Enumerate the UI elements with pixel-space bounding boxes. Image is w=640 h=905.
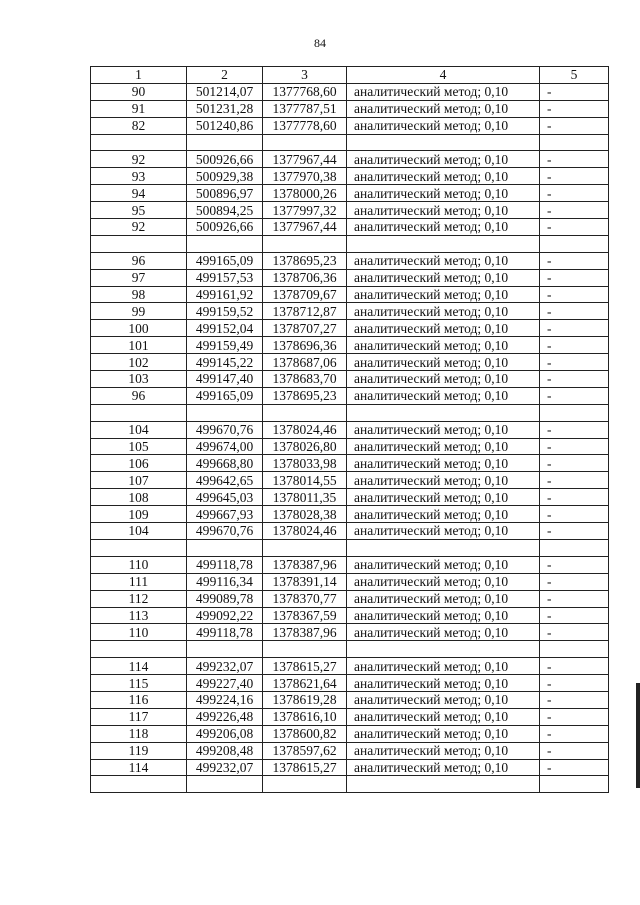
point-number-cell: 115 (91, 675, 187, 692)
note-cell: - (540, 421, 609, 438)
table-row (91, 100, 609, 117)
x-coordinate-cell: 499642,65 (187, 472, 263, 489)
point-number-cell: 102 (91, 354, 187, 371)
method-cell: аналитический метод; 0,10 (347, 658, 540, 675)
page-number: 84 (314, 36, 326, 50)
y-coordinate-cell (263, 235, 347, 252)
note-cell: - (540, 337, 609, 354)
table-row (91, 83, 609, 100)
point-number-cell: 91 (91, 100, 187, 117)
note-cell: - (540, 286, 609, 303)
x-coordinate-cell (187, 641, 263, 658)
x-coordinate-cell: 499161,92 (187, 286, 263, 303)
note-cell (540, 134, 609, 151)
point-number-cell: 105 (91, 438, 187, 455)
method-cell: аналитический метод; 0,10 (347, 523, 540, 540)
table-row (91, 151, 609, 168)
x-coordinate-cell: 499089,78 (187, 590, 263, 607)
y-coordinate-cell: 1377967,44 (263, 219, 347, 236)
x-coordinate-cell: 499159,49 (187, 337, 263, 354)
x-coordinate-cell: 500896,97 (187, 185, 263, 202)
y-coordinate-cell: 1378000,26 (263, 185, 347, 202)
method-cell: аналитический метод; 0,10 (347, 151, 540, 168)
table-row (91, 489, 609, 506)
note-cell: - (540, 100, 609, 117)
point-number-cell: 116 (91, 691, 187, 708)
table-row (91, 438, 609, 455)
method-cell: аналитический метод; 0,10 (347, 303, 540, 320)
x-coordinate-cell (187, 134, 263, 151)
point-number-cell: 100 (91, 320, 187, 337)
table-row (91, 252, 609, 269)
table-row (91, 168, 609, 185)
y-coordinate-cell: 1378707,27 (263, 320, 347, 337)
note-cell: - (540, 117, 609, 134)
coordinates-table (90, 66, 609, 793)
note-cell: - (540, 489, 609, 506)
point-number-cell (91, 134, 187, 151)
y-coordinate-cell: 1377967,44 (263, 151, 347, 168)
table-row (91, 641, 609, 658)
note-cell: - (540, 83, 609, 100)
table-row (91, 320, 609, 337)
table-row (91, 607, 609, 624)
table-row (91, 354, 609, 371)
table-row (91, 573, 609, 590)
table-row (91, 658, 609, 675)
note-cell: - (540, 387, 609, 404)
y-coordinate-cell: 1378600,82 (263, 725, 347, 742)
note-cell: - (540, 675, 609, 692)
method-cell: аналитический метод; 0,10 (347, 252, 540, 269)
point-number-cell: 82 (91, 117, 187, 134)
method-cell: аналитический метод; 0,10 (347, 354, 540, 371)
point-number-cell: 119 (91, 742, 187, 759)
y-coordinate-cell (263, 539, 347, 556)
point-number-cell: 96 (91, 252, 187, 269)
note-cell: - (540, 506, 609, 523)
note-cell: - (540, 252, 609, 269)
y-coordinate-cell: 1378706,36 (263, 269, 347, 286)
method-cell (347, 235, 540, 252)
point-number-cell: 111 (91, 573, 187, 590)
method-cell: аналитический метод; 0,10 (347, 202, 540, 219)
x-coordinate-cell: 501231,28 (187, 100, 263, 117)
method-cell: аналитический метод; 0,10 (347, 590, 540, 607)
note-cell: - (540, 320, 609, 337)
point-number-cell: 90 (91, 83, 187, 100)
x-coordinate-cell: 500926,66 (187, 151, 263, 168)
y-coordinate-cell: 1378026,80 (263, 438, 347, 455)
x-coordinate-cell: 499232,07 (187, 759, 263, 776)
table-row (91, 523, 609, 540)
header-cell: 5 (540, 67, 609, 84)
point-number-cell: 95 (91, 202, 187, 219)
table-row (91, 472, 609, 489)
y-coordinate-cell: 1377970,38 (263, 168, 347, 185)
table-row (91, 556, 609, 573)
point-number-cell: 93 (91, 168, 187, 185)
table-row (91, 286, 609, 303)
point-number-cell: 98 (91, 286, 187, 303)
y-coordinate-cell: 1378615,27 (263, 759, 347, 776)
x-coordinate-cell (187, 235, 263, 252)
table-row (91, 421, 609, 438)
point-number-cell (91, 641, 187, 658)
x-coordinate-cell: 499232,07 (187, 658, 263, 675)
y-coordinate-cell: 1378024,46 (263, 421, 347, 438)
table-row (91, 134, 609, 151)
point-number-cell (91, 539, 187, 556)
x-coordinate-cell (187, 539, 263, 556)
y-coordinate-cell: 1378024,46 (263, 523, 347, 540)
method-cell: аналитический метод; 0,10 (347, 117, 540, 134)
x-coordinate-cell: 501214,07 (187, 83, 263, 100)
point-number-cell: 109 (91, 506, 187, 523)
point-number-cell: 110 (91, 556, 187, 573)
y-coordinate-cell (263, 776, 347, 793)
scan-edge-mark (636, 683, 640, 788)
y-coordinate-cell: 1378695,23 (263, 252, 347, 269)
note-cell: - (540, 438, 609, 455)
table-header-row (91, 67, 609, 84)
x-coordinate-cell: 499670,76 (187, 421, 263, 438)
table-row (91, 117, 609, 134)
x-coordinate-cell: 499674,00 (187, 438, 263, 455)
method-cell: аналитический метод; 0,10 (347, 472, 540, 489)
table-row (91, 708, 609, 725)
note-cell: - (540, 725, 609, 742)
y-coordinate-cell: 1378028,38 (263, 506, 347, 523)
x-coordinate-cell: 500926,66 (187, 219, 263, 236)
note-cell: - (540, 590, 609, 607)
table-row (91, 742, 609, 759)
point-number-cell (91, 235, 187, 252)
method-cell: аналитический метод; 0,10 (347, 708, 540, 725)
method-cell (347, 404, 540, 421)
method-cell: аналитический метод; 0,10 (347, 438, 540, 455)
method-cell: аналитический метод; 0,10 (347, 168, 540, 185)
x-coordinate-cell: 499147,40 (187, 371, 263, 388)
note-cell: - (540, 573, 609, 590)
method-cell: аналитический метод; 0,10 (347, 387, 540, 404)
point-number-cell: 101 (91, 337, 187, 354)
note-cell: - (540, 759, 609, 776)
y-coordinate-cell: 1378683,70 (263, 371, 347, 388)
x-coordinate-cell: 499670,76 (187, 523, 263, 540)
table-row (91, 337, 609, 354)
method-cell (347, 776, 540, 793)
point-number-cell: 99 (91, 303, 187, 320)
x-coordinate-cell: 499645,03 (187, 489, 263, 506)
note-cell: - (540, 455, 609, 472)
y-coordinate-cell: 1378709,67 (263, 286, 347, 303)
y-coordinate-cell: 1377778,60 (263, 117, 347, 134)
point-number-cell: 112 (91, 590, 187, 607)
note-cell: - (540, 742, 609, 759)
y-coordinate-cell: 1377768,60 (263, 83, 347, 100)
method-cell: аналитический метод; 0,10 (347, 269, 540, 286)
x-coordinate-cell: 499165,09 (187, 387, 263, 404)
note-cell: - (540, 168, 609, 185)
method-cell: аналитический метод; 0,10 (347, 607, 540, 624)
note-cell: - (540, 556, 609, 573)
method-cell: аналитический метод; 0,10 (347, 371, 540, 388)
table-row (91, 269, 609, 286)
y-coordinate-cell (263, 641, 347, 658)
point-number-cell (91, 776, 187, 793)
y-coordinate-cell: 1378011,35 (263, 489, 347, 506)
y-coordinate-cell: 1378621,64 (263, 675, 347, 692)
x-coordinate-cell: 500929,38 (187, 168, 263, 185)
note-cell: - (540, 708, 609, 725)
table-row (91, 675, 609, 692)
point-number-cell: 107 (91, 472, 187, 489)
note-cell: - (540, 658, 609, 675)
method-cell: аналитический метод; 0,10 (347, 320, 540, 337)
method-cell: аналитический метод; 0,10 (347, 759, 540, 776)
point-number-cell: 92 (91, 219, 187, 236)
point-number-cell: 113 (91, 607, 187, 624)
y-coordinate-cell: 1378619,28 (263, 691, 347, 708)
note-cell (540, 776, 609, 793)
point-number-cell: 117 (91, 708, 187, 725)
method-cell: аналитический метод; 0,10 (347, 725, 540, 742)
table-row (91, 590, 609, 607)
y-coordinate-cell: 1378014,55 (263, 472, 347, 489)
y-coordinate-cell: 1377997,32 (263, 202, 347, 219)
table-row (91, 185, 609, 202)
x-coordinate-cell (187, 404, 263, 421)
x-coordinate-cell: 500894,25 (187, 202, 263, 219)
x-coordinate-cell (187, 776, 263, 793)
method-cell: аналитический метод; 0,10 (347, 219, 540, 236)
note-cell: - (540, 607, 609, 624)
point-number-cell: 106 (91, 455, 187, 472)
method-cell: аналитический метод; 0,10 (347, 624, 540, 641)
note-cell: - (540, 303, 609, 320)
x-coordinate-cell: 499668,80 (187, 455, 263, 472)
point-number-cell (91, 404, 187, 421)
x-coordinate-cell: 499226,48 (187, 708, 263, 725)
header-cell: 2 (187, 67, 263, 84)
method-cell: аналитический метод; 0,10 (347, 573, 540, 590)
x-coordinate-cell: 499152,04 (187, 320, 263, 337)
x-coordinate-cell: 499118,78 (187, 624, 263, 641)
point-number-cell: 103 (91, 371, 187, 388)
note-cell: - (540, 624, 609, 641)
x-coordinate-cell: 499116,34 (187, 573, 263, 590)
method-cell: аналитический метод; 0,10 (347, 455, 540, 472)
method-cell: аналитический метод; 0,10 (347, 556, 540, 573)
method-cell: аналитический метод; 0,10 (347, 185, 540, 202)
table-row (91, 691, 609, 708)
table-row (91, 725, 609, 742)
method-cell: аналитический метод; 0,10 (347, 675, 540, 692)
table-row (91, 624, 609, 641)
method-cell: аналитический метод; 0,10 (347, 489, 540, 506)
table-row (91, 404, 609, 421)
point-number-cell: 114 (91, 658, 187, 675)
y-coordinate-cell: 1378033,98 (263, 455, 347, 472)
x-coordinate-cell: 499208,48 (187, 742, 263, 759)
point-number-cell: 118 (91, 725, 187, 742)
x-coordinate-cell: 499145,22 (187, 354, 263, 371)
point-number-cell: 110 (91, 624, 187, 641)
x-coordinate-cell: 499227,40 (187, 675, 263, 692)
method-cell: аналитический метод; 0,10 (347, 83, 540, 100)
method-cell (347, 641, 540, 658)
header-cell: 3 (263, 67, 347, 84)
y-coordinate-cell: 1378687,06 (263, 354, 347, 371)
table-row (91, 387, 609, 404)
y-coordinate-cell (263, 404, 347, 421)
x-coordinate-cell: 499118,78 (187, 556, 263, 573)
y-coordinate-cell (263, 134, 347, 151)
table-row (91, 235, 609, 252)
note-cell: - (540, 472, 609, 489)
x-coordinate-cell: 499224,16 (187, 691, 263, 708)
x-coordinate-cell: 501240,86 (187, 117, 263, 134)
point-number-cell: 104 (91, 421, 187, 438)
table-row (91, 202, 609, 219)
header-cell: 1 (91, 67, 187, 84)
note-cell: - (540, 202, 609, 219)
note-cell (540, 404, 609, 421)
table-row (91, 776, 609, 793)
point-number-cell: 108 (91, 489, 187, 506)
y-coordinate-cell: 1378712,87 (263, 303, 347, 320)
method-cell: аналитический метод; 0,10 (347, 506, 540, 523)
y-coordinate-cell: 1378695,23 (263, 387, 347, 404)
note-cell: - (540, 354, 609, 371)
note-cell: - (540, 151, 609, 168)
x-coordinate-cell: 499092,22 (187, 607, 263, 624)
table-row (91, 539, 609, 556)
x-coordinate-cell: 499159,52 (187, 303, 263, 320)
point-number-cell: 92 (91, 151, 187, 168)
table-row (91, 303, 609, 320)
point-number-cell: 96 (91, 387, 187, 404)
y-coordinate-cell: 1378370,77 (263, 590, 347, 607)
y-coordinate-cell: 1378391,14 (263, 573, 347, 590)
method-cell: аналитический метод; 0,10 (347, 742, 540, 759)
y-coordinate-cell: 1377787,51 (263, 100, 347, 117)
y-coordinate-cell: 1378387,96 (263, 624, 347, 641)
note-cell: - (540, 269, 609, 286)
table-row (91, 371, 609, 388)
y-coordinate-cell: 1378597,62 (263, 742, 347, 759)
method-cell: аналитический метод; 0,10 (347, 421, 540, 438)
y-coordinate-cell: 1378615,27 (263, 658, 347, 675)
note-cell: - (540, 219, 609, 236)
method-cell: аналитический метод; 0,10 (347, 100, 540, 117)
point-number-cell: 94 (91, 185, 187, 202)
note-cell (540, 235, 609, 252)
y-coordinate-cell: 1378616,10 (263, 708, 347, 725)
note-cell: - (540, 523, 609, 540)
method-cell: аналитический метод; 0,10 (347, 286, 540, 303)
method-cell (347, 134, 540, 151)
method-cell (347, 539, 540, 556)
table-row (91, 219, 609, 236)
y-coordinate-cell: 1378367,59 (263, 607, 347, 624)
x-coordinate-cell: 499157,53 (187, 269, 263, 286)
header-cell: 4 (347, 67, 540, 84)
point-number-cell: 114 (91, 759, 187, 776)
note-cell (540, 539, 609, 556)
method-cell: аналитический метод; 0,10 (347, 691, 540, 708)
point-number-cell: 97 (91, 269, 187, 286)
note-cell (540, 641, 609, 658)
x-coordinate-cell: 499165,09 (187, 252, 263, 269)
x-coordinate-cell: 499667,93 (187, 506, 263, 523)
y-coordinate-cell: 1378696,36 (263, 337, 347, 354)
table-row (91, 506, 609, 523)
table-row (91, 455, 609, 472)
x-coordinate-cell: 499206,08 (187, 725, 263, 742)
table-row (91, 759, 609, 776)
y-coordinate-cell: 1378387,96 (263, 556, 347, 573)
note-cell: - (540, 691, 609, 708)
note-cell: - (540, 185, 609, 202)
point-number-cell: 104 (91, 523, 187, 540)
method-cell: аналитический метод; 0,10 (347, 337, 540, 354)
note-cell: - (540, 371, 609, 388)
